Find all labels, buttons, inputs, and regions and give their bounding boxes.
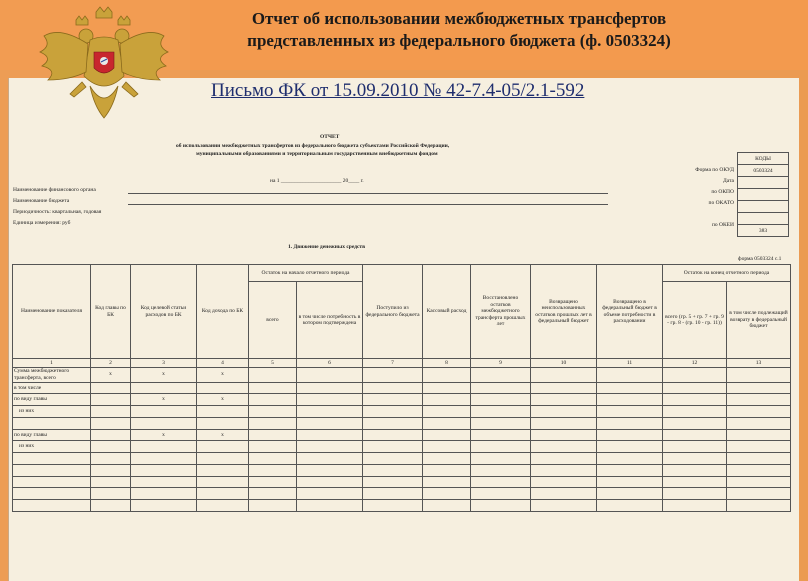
table-cell[interactable] — [423, 429, 471, 441]
column-number: 6 — [297, 359, 363, 368]
table-row — [13, 367, 791, 382]
table-cell[interactable] — [423, 464, 471, 476]
table-cell[interactable] — [423, 488, 471, 500]
col-name-header: Наименование показателя — [13, 265, 91, 359]
report-date-line: на 1 ______________________ 20____ г. — [270, 178, 364, 184]
report-subtitle-1: об использовании межбюджетных трансфертов из федерального бюджета субъектами Российской Федерации, — [176, 143, 450, 149]
group-start-header: Остаток на начало отчетного периода — [249, 265, 363, 282]
table-cell[interactable] — [531, 367, 597, 382]
table-cell[interactable] — [663, 476, 727, 488]
row-code-cell: x — [131, 367, 197, 382]
table-cell[interactable] — [363, 441, 423, 453]
table-cell[interactable] — [363, 367, 423, 382]
table-cell[interactable] — [531, 417, 597, 429]
row-code-cell — [91, 394, 131, 406]
row-code-cell — [91, 406, 131, 418]
row-label-cell: по виду главы — [13, 394, 91, 406]
table-cell[interactable] — [423, 382, 471, 394]
column-number: 8 — [423, 359, 471, 368]
table-cell[interactable] — [663, 488, 727, 500]
column-number: 1 — [13, 359, 91, 368]
row-code-cell — [197, 382, 249, 394]
table-body — [13, 367, 791, 511]
col-restored-header: Восстановлено остатков межбюджетного трансферта прошлых лет — [471, 265, 531, 359]
table-cell[interactable] — [249, 464, 297, 476]
table-cell[interactable] — [297, 476, 363, 488]
row-code-cell: x — [197, 429, 249, 441]
table-cell[interactable] — [663, 367, 727, 382]
table-cell[interactable] — [663, 441, 727, 453]
table-cell[interactable] — [663, 429, 727, 441]
table-cell[interactable] — [531, 394, 597, 406]
row-label-cell: Сумма межбюджетного трансферта, всего — [13, 367, 91, 382]
code-label-date: Дата — [723, 178, 734, 184]
table-row — [13, 488, 791, 500]
table-cell[interactable] — [423, 394, 471, 406]
table-cell[interactable] — [471, 441, 531, 453]
row-label-cell — [13, 453, 91, 465]
table-row — [13, 464, 791, 476]
table-cell[interactable] — [597, 382, 663, 394]
table-cell[interactable] — [531, 476, 597, 488]
label-unit: Единица измерения: руб — [13, 220, 71, 226]
row-code-cell — [91, 382, 131, 394]
table-cell[interactable] — [597, 429, 663, 441]
row-code-cell — [197, 453, 249, 465]
table-cell[interactable] — [363, 429, 423, 441]
table-cell[interactable] — [423, 453, 471, 465]
table-cell[interactable] — [423, 500, 471, 512]
table-cell[interactable] — [249, 367, 297, 382]
row-code-cell — [91, 464, 131, 476]
code-okud: 0503324 — [738, 165, 789, 177]
table-cell[interactable] — [727, 417, 791, 429]
table-cell[interactable] — [597, 464, 663, 476]
table-cell[interactable] — [249, 476, 297, 488]
column-number: 13 — [727, 359, 791, 368]
column-number: 7 — [363, 359, 423, 368]
row-label-cell — [13, 500, 91, 512]
table-cell[interactable] — [249, 441, 297, 453]
row-code-cell — [197, 464, 249, 476]
code-okei: 383 — [738, 225, 789, 237]
row-code-cell: x — [131, 429, 197, 441]
code-label-okpo: по ОКПО — [711, 189, 734, 195]
row-code-cell — [197, 476, 249, 488]
table-cell[interactable] — [597, 476, 663, 488]
table-cell[interactable] — [423, 406, 471, 418]
row-code-cell — [131, 417, 197, 429]
codes-header: КОДЫ — [738, 153, 789, 165]
table-cell[interactable] — [297, 429, 363, 441]
row-code-cell — [131, 476, 197, 488]
table-cell[interactable] — [249, 453, 297, 465]
row-code-cell: x — [197, 394, 249, 406]
table-cell[interactable] — [471, 406, 531, 418]
table-row — [13, 476, 791, 488]
col-end-total-header: всего (гр. 5 + гр. 7 + гр. 9 - гр. 8 - (гр. 10 - гр. 11)) — [663, 282, 727, 359]
table-cell[interactable] — [297, 464, 363, 476]
transfers-table — [12, 264, 791, 512]
table-cell[interactable] — [423, 367, 471, 382]
row-code-cell — [131, 500, 197, 512]
table-cell[interactable] — [597, 394, 663, 406]
table-cell[interactable] — [727, 382, 791, 394]
table-cell[interactable] — [423, 476, 471, 488]
column-number: 3 — [131, 359, 197, 368]
table-cell[interactable] — [727, 394, 791, 406]
col-repaid-header: Возвращено в федеральный бюджет в объеме потребности в расходовании — [597, 265, 663, 359]
row-code-cell: x — [131, 394, 197, 406]
row-code-cell — [197, 406, 249, 418]
col-income-code-header: Код дохода по БК — [197, 265, 249, 359]
table-cell[interactable] — [249, 429, 297, 441]
table-cell[interactable] — [471, 488, 531, 500]
code-blank — [738, 213, 789, 225]
table-cell[interactable] — [471, 500, 531, 512]
section-title: 1. Движение денежных средств — [288, 244, 366, 250]
column-number: 4 — [197, 359, 249, 368]
table-cell[interactable] — [363, 464, 423, 476]
table-cell[interactable] — [663, 500, 727, 512]
code-okpo — [738, 189, 789, 201]
row-label-cell: из них — [13, 441, 91, 453]
coat-of-arms-icon — [30, 6, 178, 124]
row-code-cell — [91, 417, 131, 429]
col-start-total-header: всего — [249, 282, 297, 359]
table-cell[interactable] — [597, 488, 663, 500]
table-cell[interactable] — [597, 453, 663, 465]
report-word: ОТЧЕТ — [320, 134, 340, 140]
row-code-cell: x — [91, 367, 131, 382]
table-cell[interactable] — [597, 406, 663, 418]
code-date — [738, 177, 789, 189]
row-code-cell — [131, 406, 197, 418]
table-cell[interactable] — [423, 441, 471, 453]
form-code-note: форма 0503324 с.1 — [738, 256, 782, 262]
table-cell[interactable] — [249, 500, 297, 512]
codes-table — [737, 152, 789, 237]
table-cell[interactable] — [663, 417, 727, 429]
table-row — [13, 382, 791, 394]
title-line-1: Отчет об использовании межбюджетных трансфертов — [251, 9, 667, 28]
code-label-okei: по ОКЕИ — [711, 222, 734, 228]
table-cell[interactable] — [363, 453, 423, 465]
table-cell[interactable] — [597, 441, 663, 453]
row-code-cell — [131, 382, 197, 394]
row-code-cell — [91, 429, 131, 441]
row-label-cell — [13, 476, 91, 488]
table-cell[interactable] — [727, 464, 791, 476]
code-label-okud: Форма по ОКУД — [695, 167, 734, 173]
row-code-cell — [197, 441, 249, 453]
table-cell[interactable] — [471, 453, 531, 465]
col-cash-header: Кассовый расход — [423, 265, 471, 359]
column-number: 11 — [597, 359, 663, 368]
table-cell[interactable] — [423, 417, 471, 429]
title-line-2: представленных из федерального бюджета (ф. 0503324) — [247, 31, 671, 50]
table-cell[interactable] — [471, 394, 531, 406]
table-cell[interactable] — [531, 429, 597, 441]
code-okato — [738, 201, 789, 213]
table-cell[interactable] — [363, 488, 423, 500]
table-cell[interactable] — [297, 453, 363, 465]
table-row — [13, 394, 791, 406]
table-cell[interactable] — [531, 464, 597, 476]
table-cell[interactable] — [727, 429, 791, 441]
table-cell[interactable] — [727, 406, 791, 418]
col-returned-header: Возвращено неиспользованных остатков прошлых лет в федеральный бюджет — [531, 265, 597, 359]
column-number: 12 — [663, 359, 727, 368]
label-periodicity: Периодичность: квартальная, годовая — [13, 209, 102, 215]
table-cell[interactable] — [297, 394, 363, 406]
table-cell[interactable] — [249, 394, 297, 406]
budget-name-line — [128, 204, 608, 205]
row-label-cell — [13, 464, 91, 476]
row-code-cell — [131, 488, 197, 500]
table-cell[interactable] — [363, 406, 423, 418]
row-label-cell: из них — [13, 406, 91, 418]
table-cell[interactable] — [531, 453, 597, 465]
table-cell[interactable] — [597, 367, 663, 382]
table-row — [13, 453, 791, 465]
table-cell[interactable] — [297, 367, 363, 382]
row-label-cell — [13, 488, 91, 500]
finance-body-line — [128, 193, 608, 194]
table-cell[interactable] — [531, 382, 597, 394]
table-cell[interactable] — [249, 488, 297, 500]
table-cell[interactable] — [297, 406, 363, 418]
table-cell[interactable] — [297, 488, 363, 500]
row-code-cell — [197, 488, 249, 500]
table-cell[interactable] — [663, 453, 727, 465]
table-cell[interactable] — [727, 441, 791, 453]
table-cell[interactable] — [531, 441, 597, 453]
table-cell[interactable] — [663, 406, 727, 418]
table-row — [13, 441, 791, 453]
table-cell[interactable] — [727, 500, 791, 512]
code-label-okato: по ОКАТО — [708, 200, 734, 206]
table-cell[interactable] — [471, 429, 531, 441]
table-row — [13, 429, 791, 441]
table-cell[interactable] — [363, 476, 423, 488]
table-cell[interactable] — [727, 453, 791, 465]
table-row — [13, 500, 791, 512]
table-cell[interactable] — [471, 367, 531, 382]
page-title — [190, 8, 728, 52]
letter-reference-link[interactable]: Письмо ФК от 15.09.2010 № 42-7.4-05/2.1-592 — [211, 80, 585, 101]
table-cell[interactable] — [297, 382, 363, 394]
table-cell[interactable] — [363, 382, 423, 394]
row-code-cell — [91, 476, 131, 488]
table-cell[interactable] — [531, 488, 597, 500]
table-cell[interactable] — [471, 464, 531, 476]
table-cell[interactable] — [249, 382, 297, 394]
col-end-need-header: в том числе подлежащий возврату в федеральный бюджет — [727, 282, 791, 359]
table-cell[interactable] — [597, 417, 663, 429]
group-end-header: Остаток на конец отчетного периода — [663, 265, 791, 282]
table-cell[interactable] — [297, 417, 363, 429]
table-cell[interactable] — [663, 464, 727, 476]
row-code-cell: x — [197, 367, 249, 382]
row-label-cell: в том числе — [13, 382, 91, 394]
table-cell[interactable] — [363, 500, 423, 512]
col-start-need-header: в том числе потребность в котором подтверждена — [297, 282, 363, 359]
row-code-cell — [131, 464, 197, 476]
column-number: 9 — [471, 359, 531, 368]
row-code-cell — [131, 441, 197, 453]
label-budget-name: Наименование бюджета — [13, 198, 70, 204]
table-cell[interactable] — [597, 500, 663, 512]
table-cell[interactable] — [471, 476, 531, 488]
table-row — [13, 417, 791, 429]
col-purpose-code-header: Код целевой статьи расходов по БК — [131, 265, 197, 359]
table-cell[interactable] — [727, 367, 791, 382]
column-number: 5 — [249, 359, 297, 368]
table-cell[interactable] — [727, 476, 791, 488]
row-code-cell — [197, 417, 249, 429]
row-label-cell: по виду главы — [13, 429, 91, 441]
table-cell[interactable] — [363, 417, 423, 429]
table-cell[interactable] — [663, 394, 727, 406]
col-main-code-header: Код главы по БК — [91, 265, 131, 359]
report-subtitle-2: муниципальными образованиями и территориальным государственным внебюджетным фондом — [196, 151, 438, 157]
col-received-header: Поступило из федерального бюджета — [363, 265, 423, 359]
table-cell[interactable] — [297, 500, 363, 512]
row-code-cell — [197, 500, 249, 512]
table-cell[interactable] — [471, 417, 531, 429]
table-cell[interactable] — [297, 441, 363, 453]
row-code-cell — [91, 441, 131, 453]
column-numbers-row — [13, 359, 791, 368]
table-cell[interactable] — [363, 394, 423, 406]
table-cell[interactable] — [663, 382, 727, 394]
table-cell[interactable] — [531, 406, 597, 418]
label-finance-body: Наименование финансового органа — [13, 187, 96, 193]
column-number: 10 — [531, 359, 597, 368]
table-cell[interactable] — [249, 417, 297, 429]
table-cell[interactable] — [471, 382, 531, 394]
row-code-cell — [131, 453, 197, 465]
row-code-cell — [91, 500, 131, 512]
table-cell[interactable] — [531, 500, 597, 512]
table-cell[interactable] — [249, 406, 297, 418]
column-number: 2 — [91, 359, 131, 368]
table-row — [13, 406, 791, 418]
row-label-cell — [13, 417, 91, 429]
row-code-cell — [91, 488, 131, 500]
row-code-cell — [91, 453, 131, 465]
table-cell[interactable] — [727, 488, 791, 500]
